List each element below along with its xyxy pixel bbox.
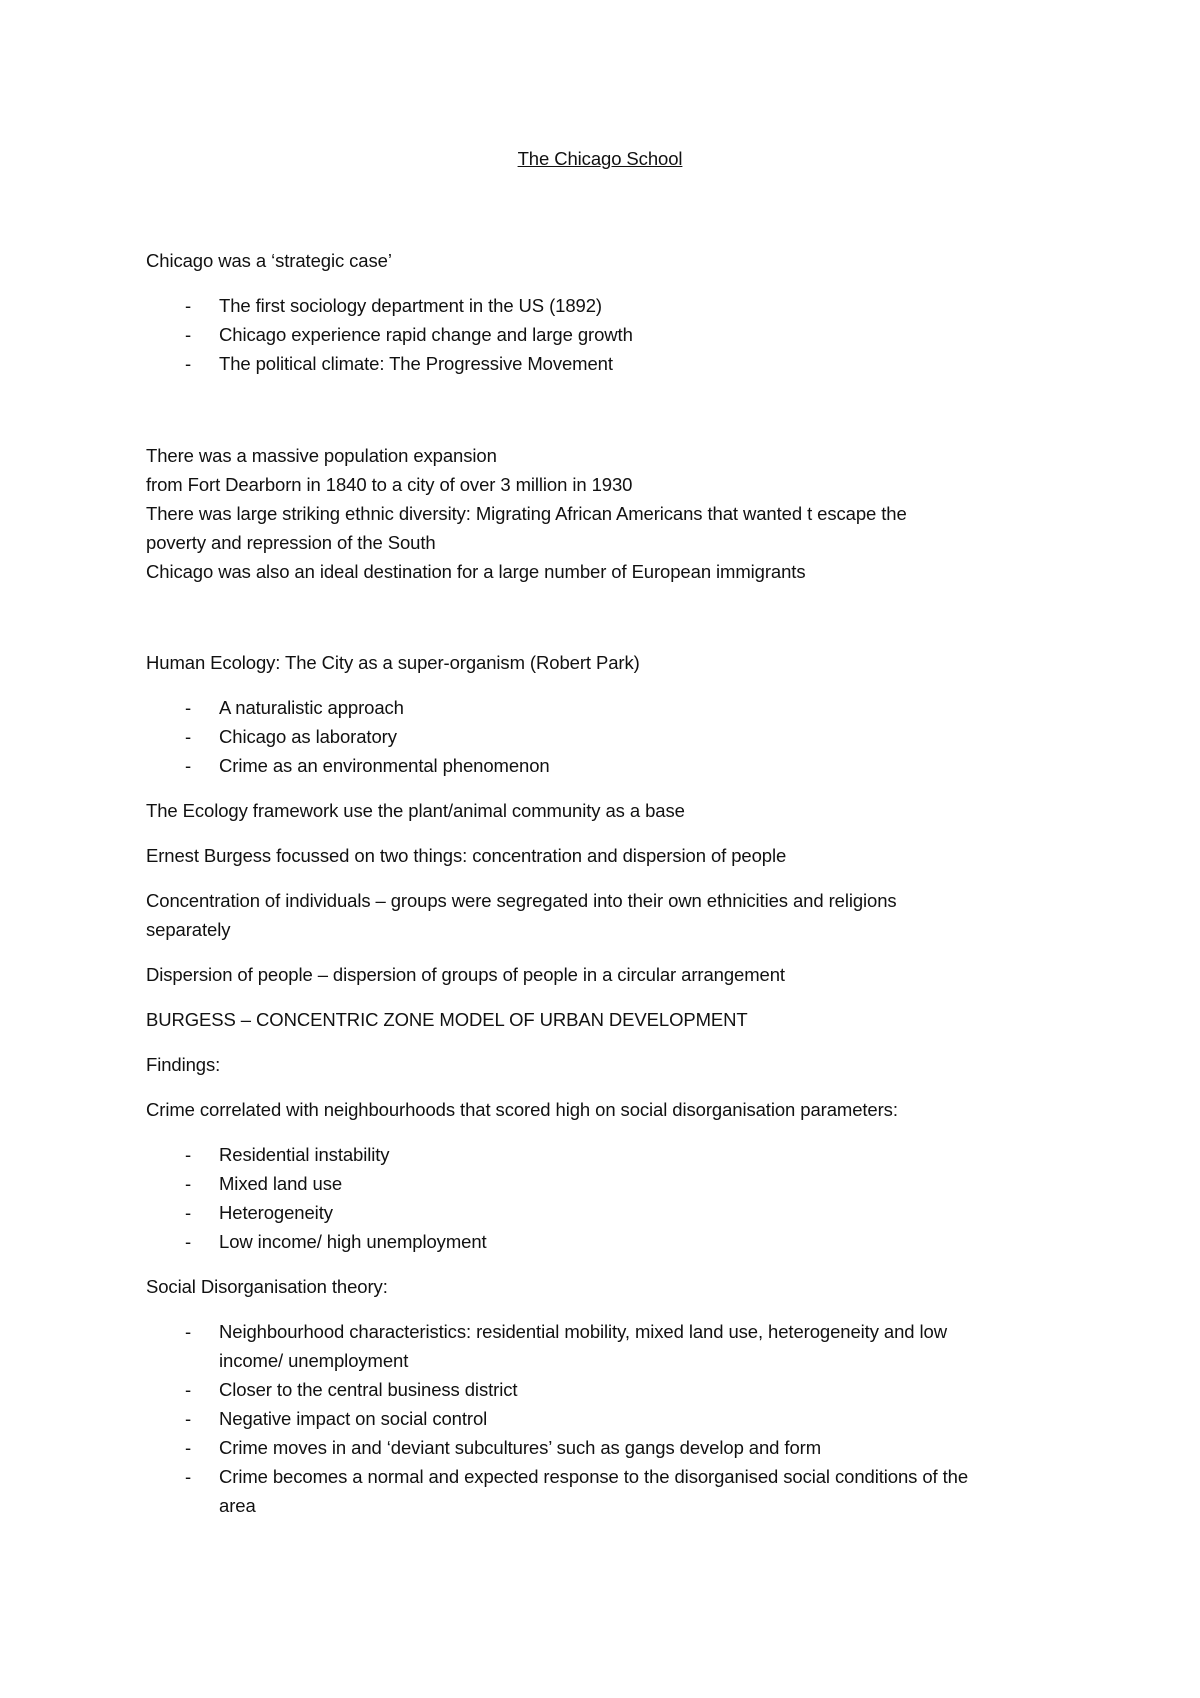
paragraph-line: from Fort Dearborn in 1840 to a city of over 3 million in 1930 bbox=[146, 474, 633, 495]
bullet-dash: - bbox=[185, 1466, 192, 1487]
paragraph-line: poverty and repression of the South bbox=[146, 532, 436, 553]
paragraph-line: Crime correlated with neighbourhoods that scored high on social disorganisation parameters: bbox=[146, 1099, 898, 1120]
paragraph-line: separately bbox=[146, 919, 231, 940]
section-heading: Human Ecology: The City as a super-organism (Robert Park) bbox=[146, 652, 640, 673]
bullet-dash: - bbox=[185, 755, 192, 776]
paragraph-line: Ernest Burgess focussed on two things: concentration and dispersion of people bbox=[146, 845, 787, 866]
bullet-dash: - bbox=[185, 726, 192, 747]
bullet-dash: - bbox=[185, 295, 192, 316]
paragraph-line: Concentration of individuals – groups were segregated into their own ethnicities and religions bbox=[146, 890, 897, 911]
paragraph-line: There was large striking ethnic diversity: Migrating African Americans that wanted t escape the bbox=[146, 503, 907, 524]
list-item-continuation: area bbox=[219, 1495, 256, 1516]
bullet-dash: - bbox=[185, 1144, 192, 1165]
bullet-dash: - bbox=[185, 1173, 192, 1194]
section-heading: Findings: bbox=[146, 1054, 221, 1075]
section-heading: Social Disorganisation theory: bbox=[146, 1276, 388, 1297]
list-item-continuation: income/ unemployment bbox=[219, 1350, 409, 1371]
page-title: The Chicago School bbox=[517, 148, 683, 169]
bullet-dash: - bbox=[185, 697, 192, 718]
bullet-dash: - bbox=[185, 353, 192, 374]
bullet-dash: - bbox=[185, 324, 192, 345]
document-page: The Chicago School Chicago was a ‘strategic case’ - The first sociology department in the US (1892) - Chicago experience rapid change and large growth - The political climate: The Progressive Movement There was a massive population expansion from Fort Dearborn in 1840 to a city of over 3 million in 1930 There was large striking ethnic diversity: Migrating African Americans that wanted t escape the poverty and repression of the South Chicago was also an ideal destination for a large number of European immigrants Human Ecology: The City as a super-organism (Robert Park) - A naturalistic approach - Chicago as laboratory - Crime as an environmental phenomenon The Ecology framework use the plant/animal community as a base Ernest Burgess focussed on two things: concentration and dispersion of people Concentration of individuals – groups were segregated into their own ethnicities and religions separately Dispersion of people – dispersion of groups of people in a circular arrangement BURGESS – CONCENTRIC ZONE MODEL OF URBAN DEVELOPMENT Findings: Crime correlated with neighbourhoods that scored high on social disorganisation parameters: - Residential instability - Mixed land use - Heterogeneity - Low income/ high unemployment Social Disorganisation theory: - Neighbourhood characteristics: residential mobility, mixed land use, heterogeneity and low income/ unemployment - Closer to the central business district - Negative impact on social control - Crime moves in and ‘deviant subcultures’ such as gangs develop and form - Crime becomes a normal and expected response to the disorganised social conditions of the area bbox=[0, 0, 1200, 1698]
paragraph-line: There was a massive population expansion bbox=[146, 445, 497, 466]
bullet-dash: - bbox=[185, 1379, 192, 1400]
bullet-dash: - bbox=[185, 1321, 192, 1342]
intro-text: Chicago was a ‘strategic case’ bbox=[146, 250, 392, 271]
paragraph-line: BURGESS – CONCENTRIC ZONE MODEL OF URBAN DEVELOPMENT bbox=[146, 1009, 748, 1030]
paragraph-line: Dispersion of people – dispersion of groups of people in a circular arrangement bbox=[146, 964, 785, 985]
bullet-dash: - bbox=[185, 1202, 192, 1223]
paragraph-line: The Ecology framework use the plant/animal community as a base bbox=[146, 800, 685, 821]
paragraph-line: Chicago was also an ideal destination for a large number of European immigrants bbox=[146, 561, 806, 582]
bullet-dash: - bbox=[185, 1231, 192, 1252]
bullet-dash: - bbox=[185, 1437, 192, 1458]
bullet-dash: - bbox=[185, 1408, 192, 1429]
